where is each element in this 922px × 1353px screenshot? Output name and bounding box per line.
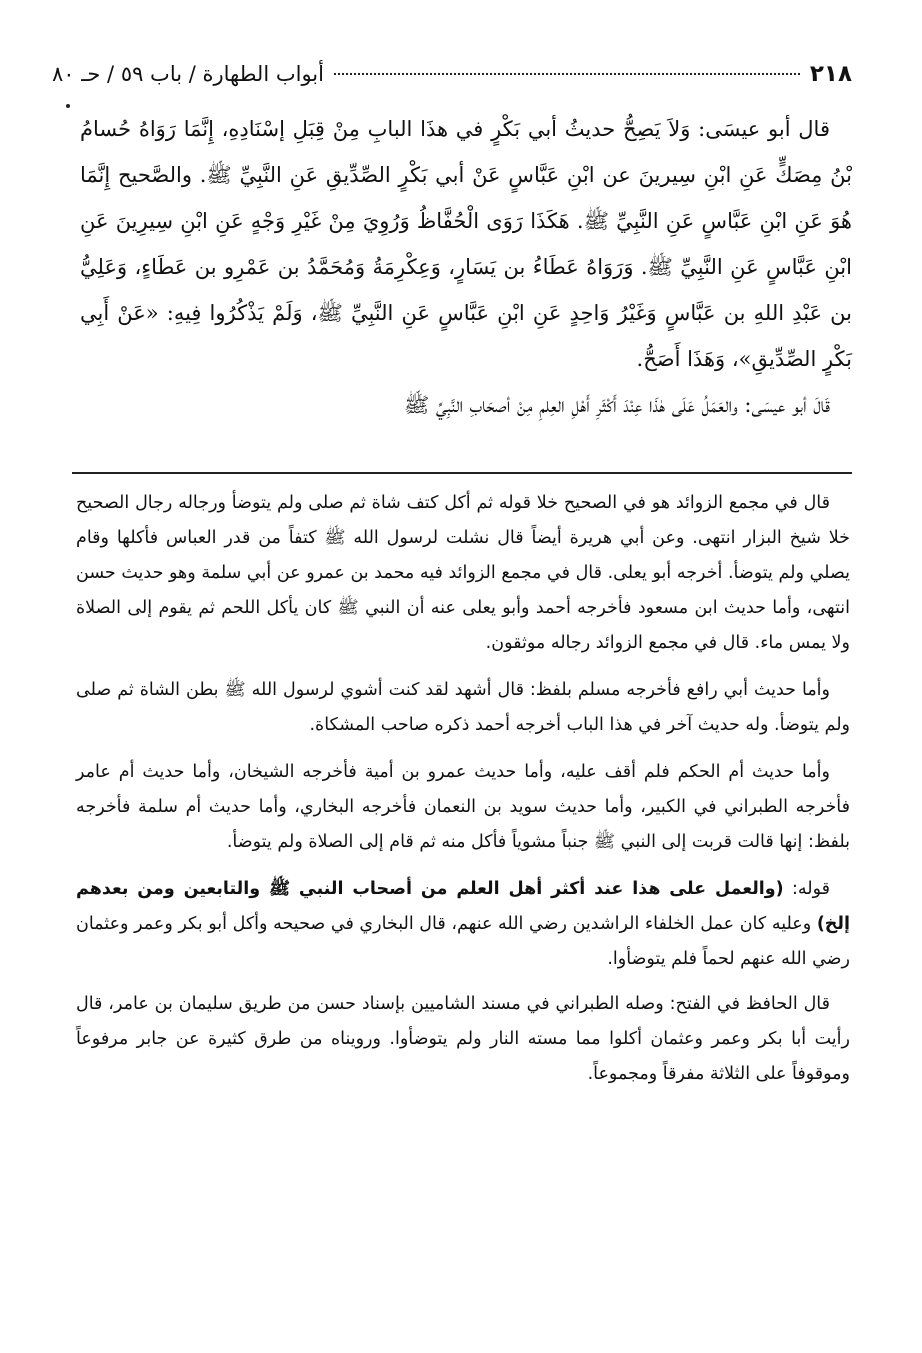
quote-explanation: وعليه كان عمل الخلفاء الراشدين رضي الله عنهم، قال البخاري في صحيحه وأكل أبو بكر وعمر وعثمان رضي الله عنهم لحماً فلم يتوضأوا. bbox=[76, 914, 850, 969]
main-text bbox=[80, 106, 852, 428]
header-dotted-leader bbox=[334, 73, 800, 75]
commentary-paragraph: وأما حديث أبي رافع فأخرجه مسلم بلفظ: قال أشهد لقد كنت أشوي لرسول الله ﷺ بطن الشاة ثم صلى ولم يتوضأ. وله حديث آخر في هذا الباب أخرجه أحمد ذكره صاحب المشكاة. bbox=[76, 680, 850, 735]
commentary bbox=[76, 486, 850, 1104]
page-number: ٢١٨ bbox=[809, 60, 852, 87]
main-paragraph: قَالَ أبو عيسَى: والعَمَلُ عَلَى هٰذَا عِنْدَ أَكْثَرِ أَهْلِ العِلمِ مِنْ أصحَابِ النَّبِيِّ ﷺ bbox=[403, 393, 830, 417]
commentary-quote-paragraph bbox=[76, 872, 850, 977]
commentary-paragraph: قال في مجمع الزوائد هو في الصحيح خلا قوله ثم أكل كتف شاة ثم صلى ولم يتوضأ ورجاله رجال الصحيح خلا شيخ البزار انتهى. وعن أبي هريرة أيضاً قال نشلت لرسول الله ﷺ كتفاً من قدر العباس فأكلها وقام يصلي ولم يتوضأ. أخرجه أبو يعلى. قال في مجمع الزوائد فيه محمد بن عمرو عن أبي سلمة وهو حديث حسن انتهى، وأما حديث ابن مسعود فأخرجه أحمد وأبو يعلى عنه أن النبي ﷺ كان يأكل اللحم ثم يقوم إلى الصلاة ولا يمس ماء. قال في مجمع الزوائد رجاله موثقون. bbox=[76, 493, 850, 653]
margin-dot bbox=[66, 104, 70, 108]
commentary-paragraph: وأما حديث أم الحكم فلم أقف عليه، وأما حديث عمرو بن أمية فأخرجه الشيخان، وأما حديث أم عامر فأخرجه الطبراني في الكبير، وأما حديث سويد بن النعمان فأخرجه البخاري، وأما حديث أم سلمة فأخرجه بلفظ: إنها قالت قربت إلى النبي ﷺ جنباً مشوياً فأكل منه ثم قام إلى الصلاة ولم يتوضأ. bbox=[76, 762, 850, 852]
quote-intro: قوله: bbox=[783, 879, 830, 899]
commentary-paragraph: قال الحافظ في الفتح: وصله الطبراني في مسند الشاميين بإسناد حسن من طريق سليمان بن عامر، قال رأيت أبا بكر وعمر وعثمان أكلوا مما مسته النار ولم يتوضأوا. ورويناه من طرق كثيرة عن جابر مرفوعاً وموقوفاً على الثلاثة مفرقاً ومجموعاً. bbox=[76, 994, 850, 1084]
footnote-separator bbox=[72, 472, 852, 474]
running-title: أبواب الطهارة / باب ٥٩ / حـ ٨٠ bbox=[52, 61, 324, 86]
page-header bbox=[52, 56, 852, 92]
quoted-matn: (والعمل على هذا عند أكثر أهل العلم من أصحاب النبي ﷺ والتابعين ومن بعدهم إلخ) bbox=[76, 879, 850, 934]
main-paragraph: قال أبو عيسَى: وَلاَ يَصِحُّ حديثُ أبي بَكْرٍ في هذَا البابِ مِنْ قِبَلِ إسْنَادِهِ، إِنَّمَا رَوَاهُ حُسامُ بْنُ مِصَكٍّ عَنِ ابْنِ سِيرينَ عن ابْنِ عَبَّاسٍ عَنْ أبي بَكْرٍ الصِّدِّيقِ عَنِ النَّبِيِّ ﷺ. والصَّحيح إِنَّمَا هُوَ عَنِ ابْنِ عَبَّاسٍ عَنِ النَّبِيِّ ﷺ. هَكَذَا رَوَى الْحُفَّاظُ وَرُوِيَ مِنْ غَيْرِ وَجْهٍ عَنِ ابْنِ سِيرِينَ عَنِ ابْنِ عَبَّاسٍ عَنِ النَّبِيِّ ﷺ. وَرَوَاهُ عَطَاءُ بن يَسَارٍ، وَعِكْرِمَةُ وَمُحَمَّدُ بن عَمْرِو بن عَطَاءٍ، وَعَلِيُّ بن عَبْدِ اللهِ بن عَبَّاسٍ وَغَيْرُ وَاحِدٍ عَنِ ابْنِ عَبَّاسٍ عَنِ النَّبِيِّ ﷺ، وَلَمْ يَذْكُرُوا فِيهِ: «عَنْ أَبِي بَكْرٍ الصِّدِّيقِ»، وَهَذَا أَصَحُّ. bbox=[80, 117, 852, 371]
